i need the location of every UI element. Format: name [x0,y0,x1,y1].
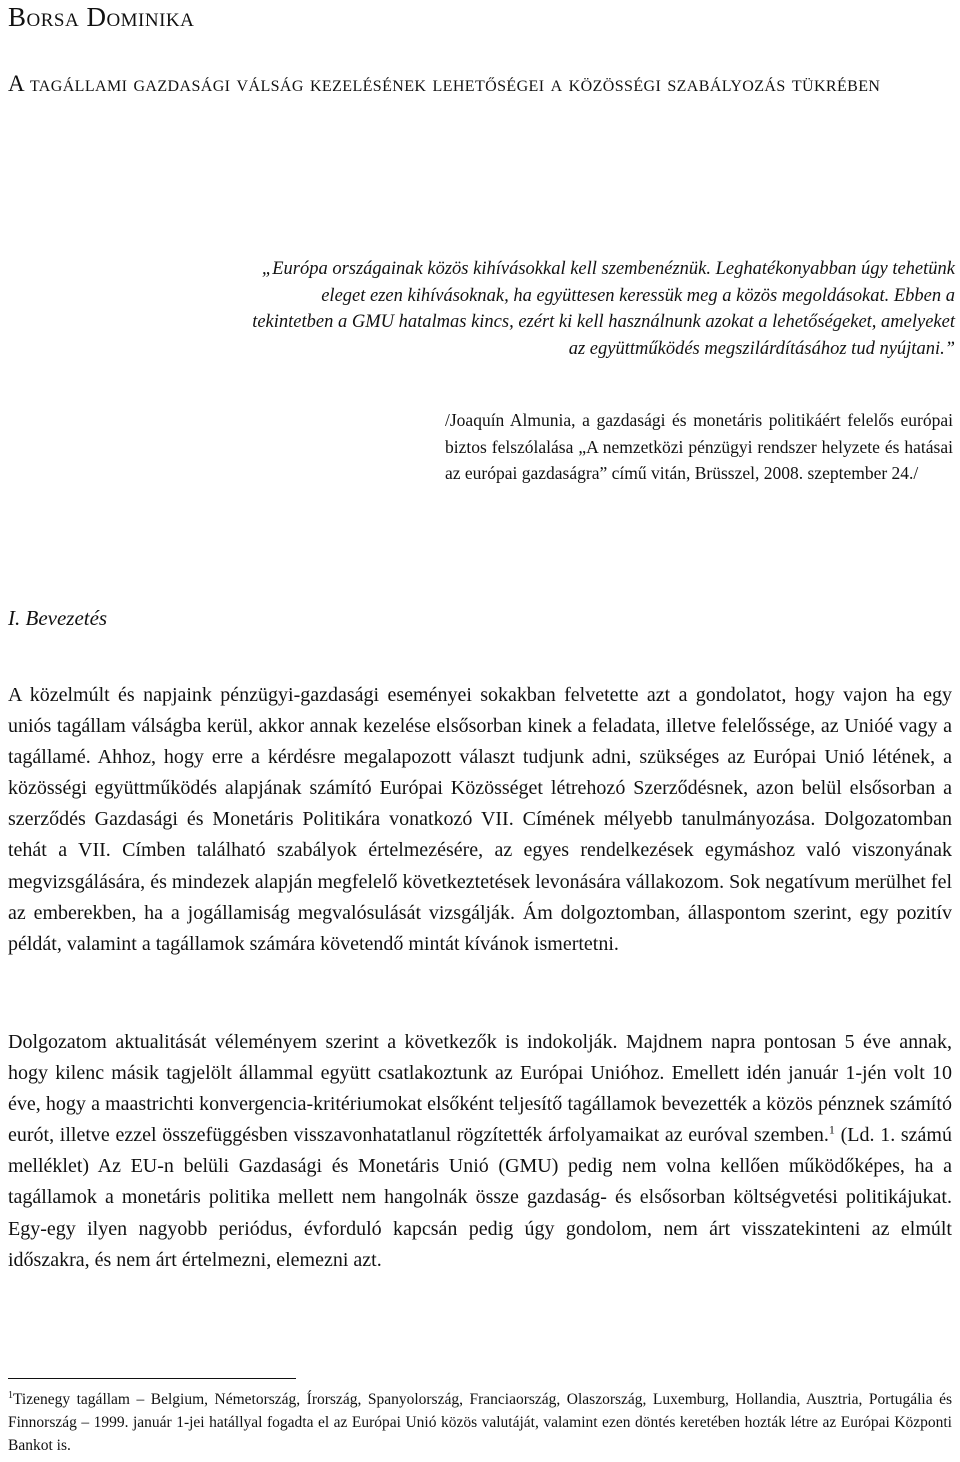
body-paragraph-1: A közelmúlt és napjaink pénzügyi-gazdasági eseményei sokakban felvetette azt a gondolatot, hogy vajon ha egy uniós tagállam válságba kerül, akkor annak kezelése elsősorban kinek a feladata, illetve felelőssége, az Unióé vagy a tagállamé. Ahhoz, hogy erre a kérdésre megalapozott választ tudjunk adni, szükséges az Európai Unió létének, a közösségi együttműködés alapjának számító Európai Közösséget létrehozó Szerződésnek, azon belül elsősorban a szerződés Gazdasági és Monetáris Politikára vonatkozó VII. Címének mélyebb tanulmányozása. Dolgozatomban tehát a VII. Címben található szabályok értelmezésére, az egyes rendelkezések egymáshoz való viszonyának megvizsgálására, és mindezek alapján megfelelő következtetések levonására vállakozom. Sok negatívum merülhet fel az emberekben, ha a jogállamiság megvalósulását vizsgálják. Ám dolgoztomban, állaspontom szerint, egy pozitív példát, valamint a tagállamok számára követendő mintát kívánok ismertetni. [8,684,952,955]
footnote-marker: 1 [8,1389,13,1401]
epigraph-attribution: /Joaquín Almunia, a gazdasági és monetáris politikáért felelős európai biztos felszólalása „A nemzetközi pénzügyi rendszer helyzete és hatásai az európai gazdaságra” című vitán, Brüsszel, 2008. szeptember 24./ [445,410,953,483]
body-paragraph-2-text-a: Dolgozatom aktualitását véleményem szerint a következők is indokolják. Majdnem napra pontosan 5 éve annak, hogy kilenc másik tagjelölt állammal együtt csatlakoztunk az Európai Unióhoz. Emellett idén január 1-jén volt 10 éve, hogy a maastrichti konvergencia-kritériumokat elsőként teljesítő tagállamok bevezették a közös pénznek számító eurót, illetve ezzel összefüggésben visszavonhatatlanul rögzítették árfolyamaikat az euróval szemben. [8,1031,952,1147]
paper-title: A tagállami gazdasági válság kezelésének lehetőségei a közösségi szabályozás tükrében [8,71,881,96]
body-paragraph-2 [8,1027,952,1276]
footnote-text: Tizenegy tagállam – Belgium, Németország, Írország, Spanyolország, Franciaország, Olaszország, Luxemburg, Hollandia, Ausztria, Portugália és Finnország – 1999. január 1-jei hatállyal fogadta el az Európai Unió közös valutáját, valamint ezen döntés keretében hozták létre az Európai Központi Bankot is. [8,1391,952,1454]
epigraph-quote: „Európa országainak közös kihívásokkal kell szembenéznük. Leghatékonyabban úgy tehetünk eleget ezen kihívásoknak, ha együttesen keressük meg a közös megoldásokat. Ebben a tekintetben a GMU hatalmas kincs, ezért ki kell használnunk azokat a lehetőségeket, amelyeket az együttműködés megszilárdításához tud nyújtani.” [252,259,955,359]
footnote [8,1388,952,1457]
author-name: Borsa Dominika [8,2,195,32]
footnote-separator [8,1378,296,1379]
body-paragraph-2-text-b: (Ld. 1. számú melléklet) Az EU-n belüli Gazdasági és Monetáris Unió (GMU) pedig nem volna kellően működőképes, ha a tagállamok a monetáris politika mellett nem hangolnák össze gazdaság- és elsősorban költségvetési politikájukat. Egy-egy ilyen nagyobb periódus, évforduló kapcsán pedig úgy gondolom, nem árt visszatekinteni az elmúlt időszakra, és nem árt értelmezni, elemezni azt. [8,1124,952,1271]
footnote-reference[interactable]: 1 [828,1122,835,1137]
section-heading: I. Bevezetés [8,606,108,630]
